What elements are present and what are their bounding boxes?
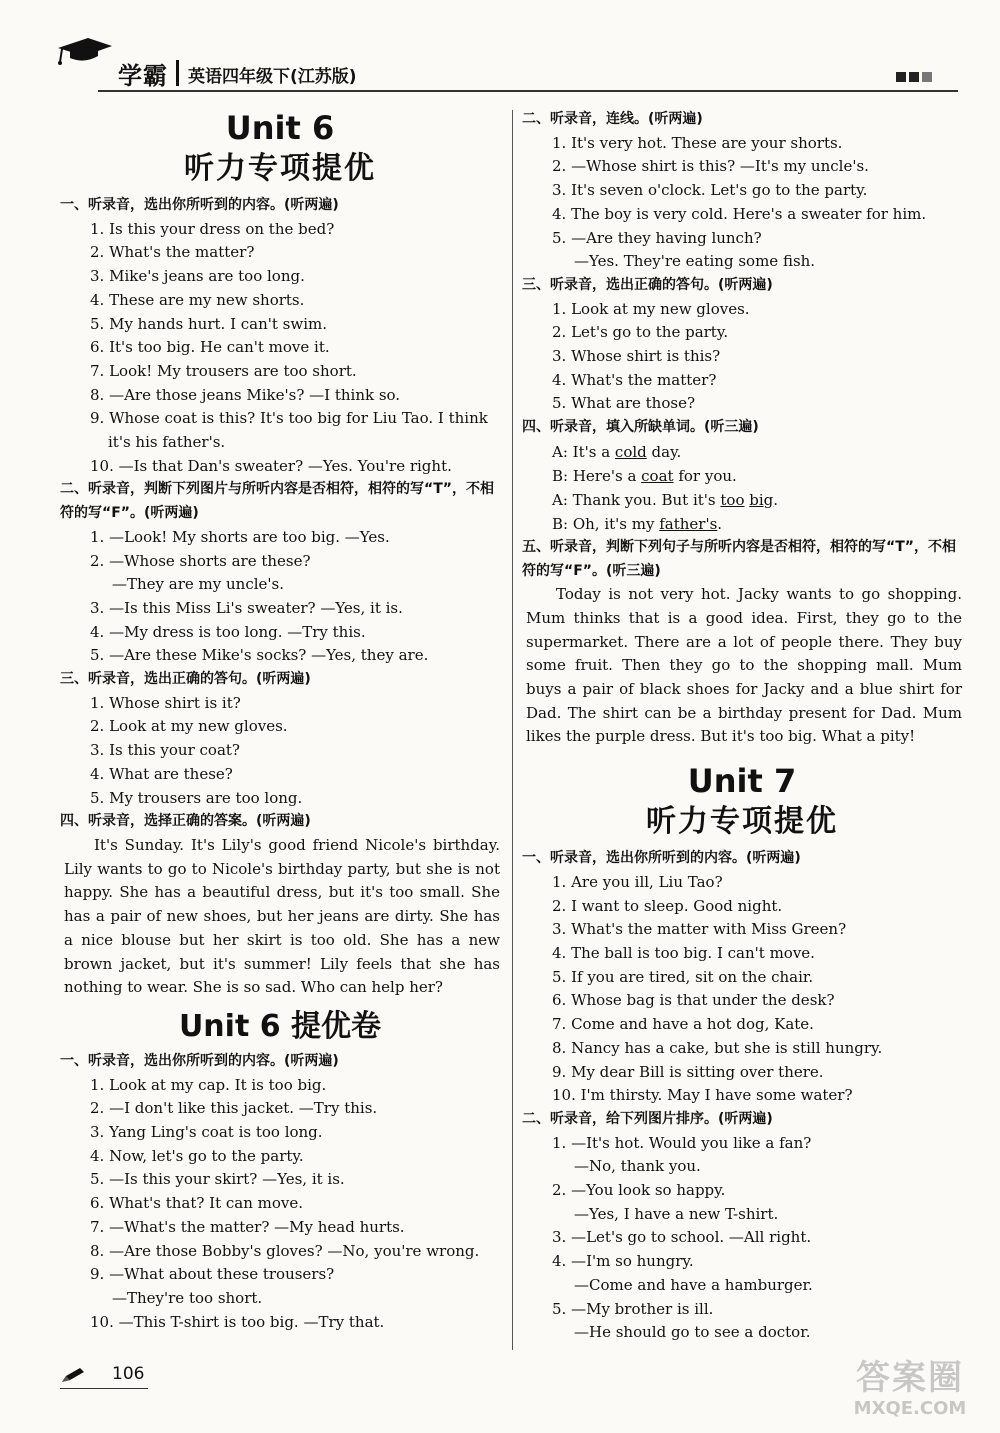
list-item: 4. The boy is very cold. Here's a sweater for him. (552, 204, 927, 223)
filled-blank: too (720, 490, 745, 509)
unit7-subtitle: 听力专项提优 (646, 804, 838, 840)
list-item: 4. These are my new shorts. (90, 290, 305, 309)
section-heading: 一、听录音，选出你所听到的内容。(听两遍) (60, 1052, 339, 1069)
list-item: 8. Nancy has a cake, but she is still hungry. (552, 1038, 883, 1057)
list-item: 6. What's that? It can move. (90, 1194, 304, 1213)
list-item: 4. What's the matter? (552, 370, 717, 389)
unit7-title: Unit 7 (687, 762, 797, 801)
list-item: 3. What's the matter with Miss Green? (552, 920, 847, 939)
section-heading: 一、听录音，选出你所听到的内容。(听两遍) (522, 850, 801, 867)
list-item-continuation: —They are my uncle's. (112, 575, 284, 594)
list-item: 8. —Are those jeans Mike's? —I think so. (90, 385, 401, 404)
header-decoration (896, 72, 932, 82)
header-separator (176, 60, 179, 86)
list-item: 7. —What's the matter? —My head hurts. (90, 1217, 405, 1236)
list-item-continuation: —No, thank you. (574, 1157, 701, 1176)
list-item: 2. Look at my new gloves. (90, 717, 288, 736)
list-item: 6. Whose bag is that under the desk? (552, 991, 835, 1010)
section-heading: 五、听录音，判断下列句子与所听内容是否相符，相符的写“T”，不相符的写“F”。(听三遍) (522, 538, 956, 579)
list-item: 3. Is this your coat? (90, 741, 240, 760)
list-item: 2. —You look so happy. (552, 1181, 726, 1200)
list-item: 1. —Look! My shorts are too big. —Yes. (90, 527, 390, 546)
dialog-line: B: Oh, it's my father's. (552, 514, 723, 533)
list-item: 2. I want to sleep. Good night. (552, 896, 783, 915)
list-item: 1. —It's hot. Would you like a fan? (552, 1133, 812, 1152)
right-column (522, 108, 962, 1345)
list-item: 5. —Is this your skirt? —Yes, it is. (90, 1170, 345, 1189)
filled-blank: coat (641, 466, 674, 485)
filled-blank: cold (614, 442, 647, 461)
dialog-line: A: It's a cold day. (552, 442, 682, 461)
list-item: 4. —My dress is too long. —Try this. (90, 622, 366, 641)
list-item: 1. Look at my cap. It is too big. (90, 1075, 327, 1094)
list-item-continuation: —He should go to see a doctor. (574, 1323, 811, 1342)
section-heading: 一、听录音，选出你所听到的内容。(听两遍) (60, 197, 339, 213)
list-item: 8. —Are those Bobby's gloves? —No, you're wrong. (90, 1241, 480, 1260)
section-heading: 三、听录音，选出正确的答句。(听两遍) (522, 276, 773, 293)
page-header (40, 34, 960, 94)
list-item-continuation: —They're too short. (112, 1288, 263, 1307)
section-heading: 二、听录音，给下列图片排序。(听两遍) (522, 1110, 773, 1127)
list-item: 5. If you are tired, sit on the chair. (552, 967, 814, 986)
list-item: 7. Look! My trousers are too short. (90, 361, 357, 380)
list-item: 3. —Is this Miss Li's sweater? —Yes, it is. (90, 598, 403, 617)
dialog-line: B: Here's a coat for you. (552, 466, 737, 485)
filled-blank: big (749, 490, 774, 509)
watermark-logo: 答案圈 (856, 1358, 964, 1398)
unit6-test-title: Unit 6 提优卷 (178, 1008, 382, 1044)
list-item: 3. Yang Ling's coat is too long. (90, 1123, 323, 1142)
book-title: 英语四年级下(江苏版) (188, 67, 357, 87)
dialog-line: A: Thank you. But it's too big. (552, 490, 779, 509)
brand-logo: 学霸 (118, 62, 168, 90)
unit6-subtitle: 听力专项提优 (184, 151, 376, 186)
list-item: 2. —I don't like this jacket. —Try this. (90, 1099, 378, 1118)
list-item: 5. —Are they having lunch? (552, 228, 762, 247)
list-item: 5. My hands hurt. I can't swim. (90, 314, 328, 333)
section-heading: 四、听录音，填入所缺单词。(听三遍) (522, 419, 759, 436)
list-item: 2. —Whose shirt is this? —It's my uncle's. (552, 157, 869, 176)
column-divider (512, 110, 513, 1350)
list-item: 4. The ball is too big. I can't move. (552, 943, 815, 962)
list-item: 7. Come and have a hot dog, Kate. (552, 1015, 814, 1034)
list-item-continuation: —Yes, I have a new T-shirt. (574, 1204, 779, 1223)
list-item: 4. —I'm so hungry. (552, 1252, 694, 1271)
section-heading: 四、听录音，选择正确的答案。(听两遍) (60, 813, 311, 830)
pencil-icon (60, 1366, 86, 1384)
filled-blank: father's (659, 514, 718, 533)
list-item: 3. Whose shirt is this? (552, 347, 721, 366)
list-item: 2. —Whose shorts are these? (90, 551, 311, 570)
graduation-cap-icon (54, 36, 114, 66)
list-item-continuation: —Yes. They're eating some fish. (574, 252, 816, 271)
list-item: 2. Let's go to the party. (552, 323, 729, 342)
list-item: 1. Are you ill, Liu Tao? (552, 872, 723, 891)
unit6-title: Unit 6 (225, 109, 335, 147)
list-item: 5. —My brother is ill. (552, 1299, 714, 1318)
list-item: 2. What's the matter? (90, 243, 255, 262)
passage: It's Sunday. It's Lily's good friend Nicole's birthday. Lily wants to go to Nicole's birthday party, but she is not happy. She has a beautiful dress, but it's too small. She has a pair of new shoes, but her jeans are dirty. She has a nice blouse but her skirt is too old. She has a new brown jacket, but it's summer! Lily feels that she has nothing to wear. She is so sad. Who can help her? (64, 835, 500, 997)
list-item: 1. Is this your dress on the bed? (90, 219, 335, 238)
section-heading: 三、听录音，选出正确的答句。(听两遍) (60, 671, 311, 688)
section-heading: 二、听录音，连线。(听两遍) (522, 111, 703, 127)
list-item: 1. Whose shirt is it? (90, 693, 241, 712)
watermark-url: MXQE.COM (853, 1398, 967, 1419)
list-item: 9. My dear Bill is sitting over there. (552, 1062, 824, 1081)
watermark (830, 1358, 990, 1428)
list-item: 9. Whose coat is this? It's too big for Liu Tao. I think (90, 409, 488, 428)
list-item: 10. —This T-shirt is too big. —Try that. (90, 1312, 385, 1331)
page-number: 106 (112, 1364, 145, 1384)
list-item: 9. —What about these trousers? (90, 1265, 335, 1284)
left-column (60, 108, 500, 1334)
header-rule (98, 90, 958, 92)
passage: Today is not very hot. Jacky wants to go shopping. Mum thinks that is a good idea. First, they go to the supermarket. There are a lot of people there. They buy some fruit. Then they go to the shopping mall. Mum buys a pair of black shoes for Jacky and a blue shirt for Dad. The shirt can be a birthday present for Dad. Mum likes the purple dress. But it's too big. What a pity! (526, 585, 962, 746)
list-item: 3. It's seven o'clock. Let's go to the party. (552, 181, 868, 200)
list-item: 5. My trousers are too long. (90, 788, 303, 807)
list-item: 10. I'm thirsty. May I have some water? (552, 1086, 853, 1105)
list-item: 10. —Is that Dan's sweater? —Yes. You're right. (90, 456, 452, 475)
list-item: 4. What are these? (90, 764, 233, 783)
footer-rule (60, 1388, 148, 1389)
list-item-continuation: it's his father's. (108, 433, 226, 452)
list-item: 1. It's very hot. These are your shorts. (552, 133, 843, 152)
list-item: 5. What are those? (552, 394, 695, 413)
list-item: 3. Mike's jeans are too long. (90, 267, 305, 286)
list-item: 6. It's too big. He can't move it. (90, 338, 330, 357)
list-item: 4. Now, let's go to the party. (90, 1146, 304, 1165)
list-item: 3. —Let's go to school. —All right. (552, 1228, 812, 1247)
list-item-continuation: —Come and have a hamburger. (574, 1275, 813, 1294)
list-item: 1. Look at my new gloves. (552, 299, 750, 318)
list-item: 5. —Are these Mike's socks? —Yes, they are. (90, 646, 429, 665)
section-heading: 二、听录音，判断下列图片与所听内容是否相符，相符的写“T”，不相符的写“F”。(听两遍) (60, 481, 494, 522)
